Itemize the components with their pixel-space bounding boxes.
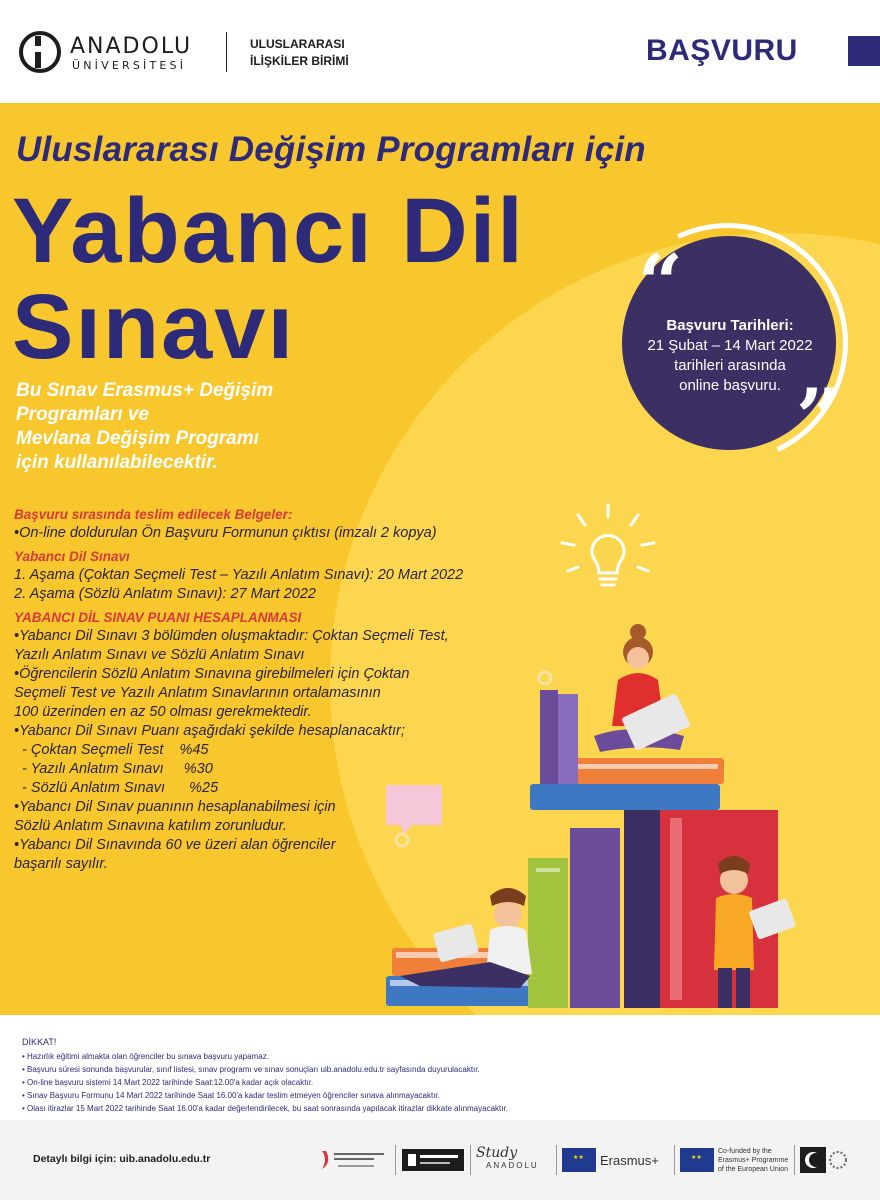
partner-logo-icon bbox=[316, 1145, 388, 1175]
header-divider bbox=[226, 32, 227, 72]
eu-cofunded-text bbox=[718, 1147, 788, 1174]
quote-open-icon: “ bbox=[638, 238, 683, 329]
documents-heading: Başvuru sırasında teslim edilecek Belgeler: bbox=[14, 507, 293, 522]
title-line2: Sınavı bbox=[12, 276, 296, 378]
study-logo-sub: ANADOLU bbox=[486, 1161, 539, 1170]
eu-text-line: Erasmus+ Programme bbox=[718, 1156, 789, 1164]
anadolu-logo-icon bbox=[18, 30, 62, 74]
quote-close-icon: ” bbox=[796, 372, 841, 463]
exam-stage1: 1. Aşama (Çoktan Seçmeli Test – Yazılı Anlatım Sınavı): 20 Mart 2022 bbox=[14, 567, 464, 583]
footer-separator bbox=[470, 1145, 471, 1175]
exam-heading: Yabancı Dil Sınavı bbox=[14, 549, 130, 564]
mevlana-logo-icon bbox=[800, 1145, 848, 1175]
scoring-weight: - Sözlü Anlatım Sınavı %25 bbox=[14, 780, 219, 796]
university-name: ANADOLU bbox=[70, 34, 193, 59]
footer bbox=[0, 1120, 880, 1200]
title-line1: Yabancı Dil bbox=[12, 180, 525, 282]
notes-title: DİKKAT! bbox=[22, 1037, 57, 1047]
notes-section bbox=[0, 1015, 880, 1120]
exam-stage2: 2. Aşama (Sözlü Anlatım Sınavı): 27 Mart 2022 bbox=[14, 586, 316, 602]
dates-text bbox=[630, 316, 830, 396]
dates-heading: Başvuru Tarihleri: bbox=[666, 317, 794, 334]
study-anadolu-logo bbox=[476, 1145, 539, 1175]
scoring-line: •Öğrencilerin Sözlü Anlatım Sınavına girebilmeleri için Çoktan bbox=[14, 666, 410, 682]
scoring-line: •Yabancı Dil Sınav puanının hesaplanabilmesi için bbox=[14, 799, 336, 815]
dates-line2: tarihleri arasında bbox=[674, 357, 786, 374]
usage-note bbox=[16, 379, 416, 475]
scoring-line: •Yabancı Dil Sınavında 60 ve üzeri alan öğrenciler bbox=[14, 837, 336, 853]
scoring-line: Seçmeli Test ve Yazılı Anlatım Sınavlarının ortalamasının bbox=[14, 685, 381, 701]
dates-range: 21 Şubat – 14 Mart 2022 bbox=[647, 337, 813, 354]
usage-line: Bu Sınav Erasmus+ Değişim bbox=[16, 380, 274, 401]
note-item: • On-line başvuru sistemi 14 Mart 2022 tarihinde Saat:12.00'a kadar açık olacaktır. bbox=[22, 1078, 314, 1087]
note-item: • Hazırlık eğitimi almakta olan öğrenciler bu sınava başvuru yapamaz. bbox=[22, 1052, 269, 1061]
scoring-line: Yazılı Anlatım Sınavı ve Sözlü Anlatım Sınavı bbox=[14, 647, 305, 663]
eu-cofunded-logo bbox=[680, 1145, 788, 1175]
eu-text-line: of the European Union bbox=[718, 1165, 789, 1173]
note-item: • Sınav Başvuru Formunu 14 Mart 2022 tarihinde Saat 16.00'a kadar teslim etmeyen öğrenciler sınava alınmayacaktır. bbox=[22, 1091, 440, 1100]
scoring-line: başarılı sayılır. bbox=[14, 856, 108, 872]
usage-line: için kullanılabilecektir. bbox=[16, 452, 218, 473]
note-item: • Başvuru süresi sonunda başvurular, sınıf listesi, sınav programı ve sınav sonuçları uib.anadolu.edu.tr sayfasında duyurulacaktır. bbox=[22, 1065, 480, 1074]
unit-name-line1: ULUSLARARASI bbox=[250, 37, 345, 51]
dates-line3: online başvuru. bbox=[679, 377, 781, 394]
footer-info: Detaylı bilgi için: uib.anadolu.edu.tr bbox=[33, 1153, 211, 1165]
footer-separator bbox=[556, 1145, 557, 1175]
erasmus-logo-text: Erasmus+ bbox=[600, 1152, 659, 1168]
scoring-heading: YABANCI DİL SINAV PUANI HESAPLANMASI bbox=[14, 610, 302, 625]
scoring-line: •Yabancı Dil Sınavı 3 bölümden oluşmaktadır: Çoktan Seçmeli Test, bbox=[14, 628, 449, 644]
header bbox=[0, 0, 880, 103]
eu-flag-icon: ★★ bbox=[680, 1148, 714, 1172]
usage-line: Programları ve bbox=[16, 404, 150, 425]
usage-line: Mevlana Değişim Programı bbox=[16, 428, 259, 449]
scoring-weight: - Yazılı Anlatım Sınavı %30 bbox=[14, 761, 213, 777]
note-item: • Olası itirazlar 15 Mart 2022 tarihinde Saat 16.00'a kadar değerlendirilecek, bu saat sonrasında yapılacak itirazlar dikkate alınmayacaktır. bbox=[22, 1104, 508, 1113]
footer-separator bbox=[794, 1145, 795, 1175]
university-sub: ÜNİVERSİTESİ bbox=[72, 59, 187, 72]
turkish-agency-logo-icon bbox=[402, 1145, 464, 1175]
notes-list bbox=[22, 1050, 508, 1115]
application-badge: BAŞVURU bbox=[646, 34, 798, 67]
scoring-line: 100 üzerinden en az 50 olması gerekmektedir. bbox=[14, 704, 312, 720]
main-section bbox=[0, 103, 880, 1015]
lightbulb-icon bbox=[548, 499, 668, 609]
study-logo-text: Study bbox=[476, 1145, 518, 1161]
footer-separator bbox=[395, 1145, 396, 1175]
scoring-line: •Yabancı Dil Sınavı Puanı aşağıdaki şekilde hesaplanacaktır; bbox=[14, 723, 405, 739]
scoring-line: Sözlü Anlatım Sınavına katılım zorunludur. bbox=[14, 818, 287, 834]
eu-flag-icon: ★★ bbox=[562, 1148, 596, 1172]
students-books-illustration bbox=[380, 618, 800, 1013]
footer-separator bbox=[674, 1145, 675, 1175]
documents-item: •On-line doldurulan Ön Başvuru Formunun çıktısı (imzalı 2 kopya) bbox=[14, 525, 437, 541]
eu-text-line: Co-funded by the bbox=[718, 1147, 772, 1155]
erasmus-logo bbox=[562, 1145, 659, 1175]
badge-square bbox=[848, 36, 880, 66]
unit-name-line2: İLİŞKİLER BİRİMİ bbox=[250, 54, 349, 68]
subtitle: Uluslararası Değişim Programları için bbox=[16, 130, 646, 169]
scoring-weight: - Çoktan Seçmeli Test %45 bbox=[14, 742, 209, 758]
